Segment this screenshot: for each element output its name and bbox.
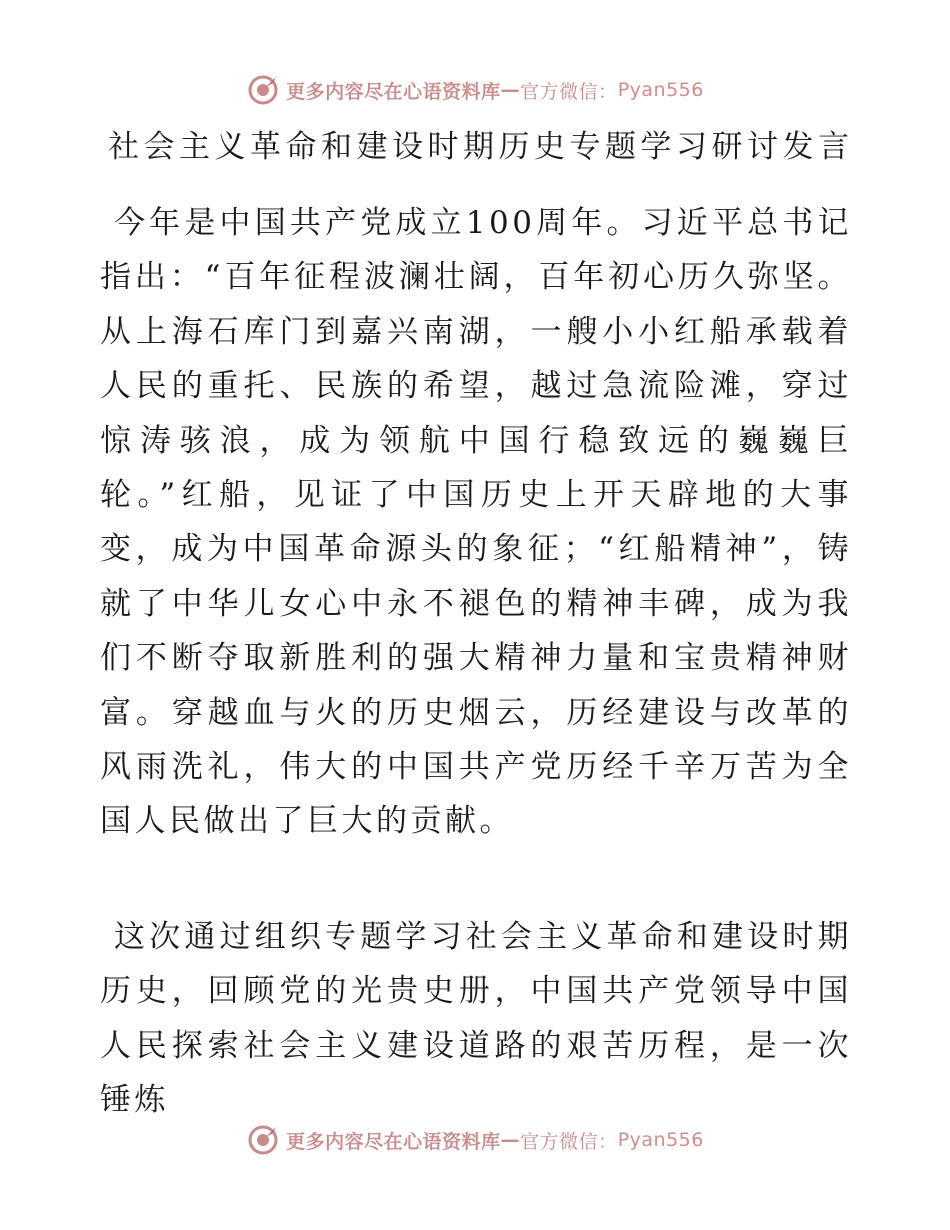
watermark-wechat-id: Pyan556 (617, 1129, 704, 1151)
footer-watermark (0, 1120, 950, 1160)
watermark-separator: — (500, 79, 521, 101)
quill-logo-icon (246, 1123, 280, 1157)
watermark-label: 官方微信： (520, 1130, 618, 1153)
quill-logo-icon (246, 73, 280, 107)
watermark-separator: — (500, 1129, 521, 1151)
watermark-label: 官方微信： (520, 80, 618, 103)
document-title: 社会主义革命和建设时期历史专题学习研讨发言 (108, 129, 854, 165)
watermark-text: 更多内容尽在心语资料库 (286, 1130, 501, 1153)
header-watermark (0, 70, 950, 110)
watermark-text: 更多内容尽在心语资料库 (286, 80, 501, 103)
watermark-wechat-id: Pyan556 (617, 79, 704, 101)
body-paragraph-2: 这次通过组织专题学习社会主义革命和建设时期历史，回顾党的光贵史册，中国共产党领导中国人民探索社会主义建设道路的艰苦历程，是一次锤炼 (100, 919, 852, 1119)
body-paragraph-1: 今年是中国共产党成立100周年。习近平总书记指出：“百年征程波澜壮阔，百年初心历久弥坚。从上海石库门到嘉兴南湖，一艘小小红船承载着人民的重托、民族的希望，越过急流险滩，穿过惊涛骇浪，成为领航中国行稳致远的巍巍巨轮。”红船，见证了中国历史上开天辟地的大事变，成为中国革命源头的象征；“红船精神”，铸就了中华儿女心中永不褪色的精神丰碑，成为我们不断夺取新胜利的强大精神力量和宝贵精神财富。穿越血与火的历史烟云，历经建设与改革的风雨洗礼，伟大的中国共产党历经千辛万苦为全国人民做出了巨大的贡献。 (100, 205, 852, 840)
